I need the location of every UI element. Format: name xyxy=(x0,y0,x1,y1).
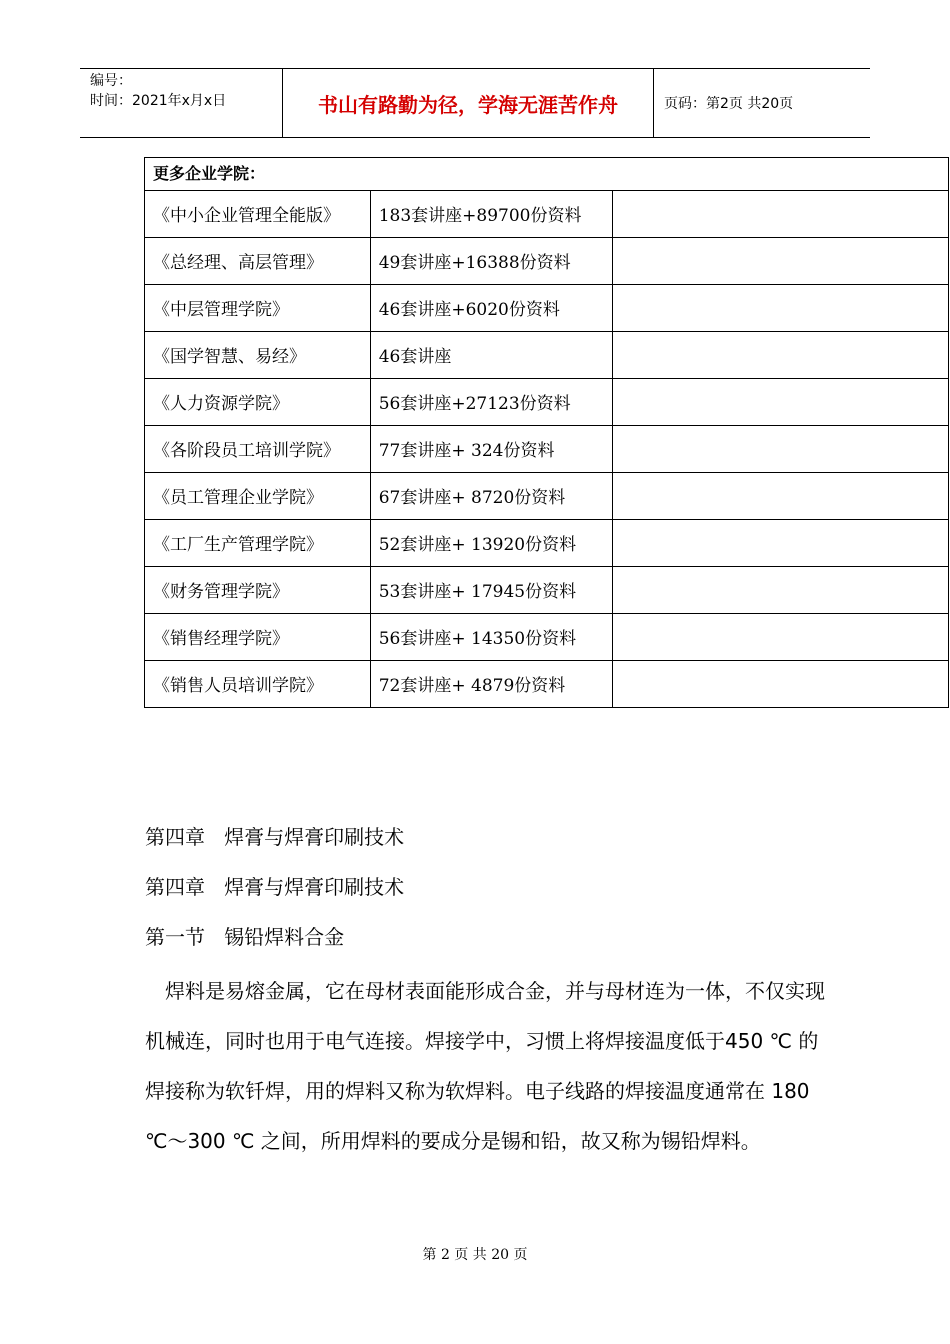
table-row xyxy=(145,332,949,379)
course-extra xyxy=(613,614,949,661)
course-desc: 53套讲座+ 17945份资料 xyxy=(370,567,613,614)
course-desc: 46套讲座+6020份资料 xyxy=(370,285,613,332)
header-page-info: 页码：第2页 共20页 xyxy=(664,96,794,112)
table-row xyxy=(145,191,949,238)
header-meta xyxy=(80,69,282,137)
course-desc: 183套讲座+89700份资料 xyxy=(370,191,613,238)
course-extra xyxy=(613,567,949,614)
table-row xyxy=(145,238,949,285)
table-title-row xyxy=(145,158,949,191)
course-name: 《财务管理学院》 xyxy=(145,567,371,614)
course-name: 《工厂生产管理学院》 xyxy=(145,520,371,567)
course-name: 《国学智慧、易经》 xyxy=(145,332,371,379)
page-footer: 第 2 页 共 20 页 xyxy=(422,1247,528,1263)
time-label: 时间：2021年x月x日 xyxy=(90,93,227,109)
course-name: 《中小企业管理全能版》 xyxy=(145,191,371,238)
course-desc: 56套讲座+ 14350份资料 xyxy=(370,614,613,661)
courses-table xyxy=(144,157,949,708)
course-name: 《人力资源学院》 xyxy=(145,379,371,426)
table-row xyxy=(145,379,949,426)
table-title: 更多企业学院： xyxy=(145,158,949,191)
course-extra xyxy=(613,285,949,332)
table-row xyxy=(145,567,949,614)
number-label: 编号： xyxy=(90,73,132,89)
chapter-heading-repeat: 第四章 焊膏与焊膏印刷技术 xyxy=(145,875,405,899)
course-extra xyxy=(613,191,949,238)
table-row xyxy=(145,426,949,473)
course-name: 《销售经理学院》 xyxy=(145,614,371,661)
course-extra xyxy=(613,332,949,379)
course-name: 《总经理、高层管理》 xyxy=(145,238,371,285)
course-name: 《销售人员培训学院》 xyxy=(145,661,371,708)
page-header xyxy=(80,68,870,138)
course-extra xyxy=(613,426,949,473)
course-desc: 49套讲座+16388份资料 xyxy=(370,238,613,285)
course-extra xyxy=(613,661,949,708)
course-extra xyxy=(613,520,949,567)
course-extra xyxy=(613,379,949,426)
chapter-heading: 第四章 焊膏与焊膏印刷技术 xyxy=(145,825,405,849)
course-desc: 72套讲座+ 4879份资料 xyxy=(370,661,613,708)
course-name: 《员工管理企业学院》 xyxy=(145,473,371,520)
course-desc: 77套讲座+ 324份资料 xyxy=(370,426,613,473)
course-desc: 56套讲座+27123份资料 xyxy=(370,379,613,426)
table-row xyxy=(145,520,949,567)
course-desc: 67套讲座+ 8720份资料 xyxy=(370,473,613,520)
table-row xyxy=(145,614,949,661)
course-name: 《各阶段员工培训学院》 xyxy=(145,426,371,473)
table-row xyxy=(145,473,949,520)
course-name: 《中层管理学院》 xyxy=(145,285,371,332)
table-row xyxy=(145,661,949,708)
course-desc: 46套讲座 xyxy=(370,332,613,379)
header-motto: 书山有路勤为径，学海无涯苦作舟 xyxy=(282,69,654,137)
section-heading: 第一节 锡铅焊料合金 xyxy=(145,925,345,949)
table-row xyxy=(145,285,949,332)
course-desc: 52套讲座+ 13920份资料 xyxy=(370,520,613,567)
course-extra xyxy=(613,238,949,285)
body-paragraph: 焊料是易熔金属，它在母材表面能形成合金，并与母材连为一体，不仅实现机械连，同时也用于电气连接。焊接学中，习惯上将焊接温度低于450 ℃ 的焊接称为软钎焊，用的焊料又称为软焊料。电子线路的焊接温度通常在 180 ℃～300 ℃ 之间，所用焊料的要成分是锡和铅，故又称为锡铅焊料。 xyxy=(145,979,825,1153)
course-extra xyxy=(613,473,949,520)
